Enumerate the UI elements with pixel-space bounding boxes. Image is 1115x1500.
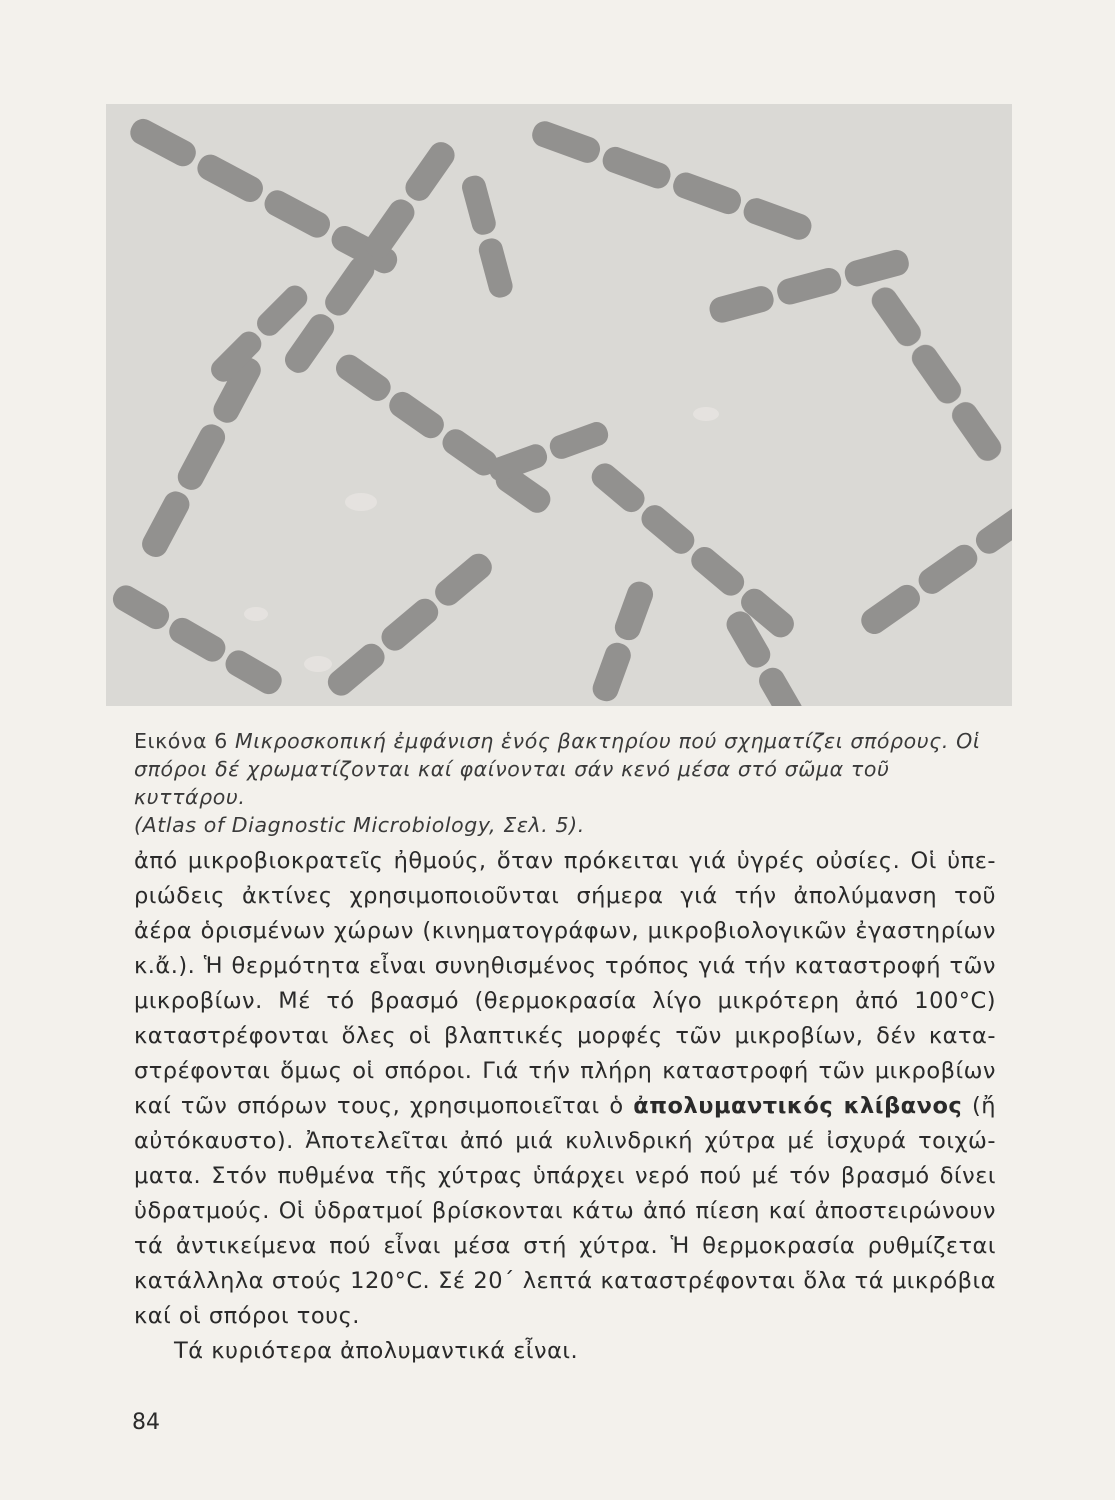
body-line: ὑδρατμούς. Οἱ ὑδρατμοί βρίσκονται κάτω ἀπό πίεση καί ἀποστειρώνουν: [134, 1198, 996, 1224]
page-number: 84: [132, 1410, 160, 1435]
body-paragraph: [134, 844, 996, 1369]
caption-text-1: Μικροσκοπική ἐμφάνιση ἑνός βακτηρίου πού σχηματίζει σπόρους. Οἱ: [234, 729, 981, 753]
body-line: καί οἱ σπόροι τους.: [134, 1303, 360, 1329]
bacteria-micrograph: [106, 104, 1012, 706]
caption-line-3: (Atlas of Diagnostic Microbiology, Σελ. 5).: [134, 813, 585, 837]
body-line: ματα. Στόν πυθμένα τῆς χύτρας ὑπάρχει νερό πού μέ τόν βρασμό δίνει: [134, 1163, 996, 1189]
body-line-8-end: (ἤ: [971, 1093, 996, 1119]
body-final-line: Τά κυριότερα ἀπολυμαντικά εἶναι.: [174, 1338, 579, 1364]
highlighted-term: ἀπολυμαντικός κλίβανος: [633, 1093, 963, 1119]
caption-label: Εικόνα 6: [134, 729, 228, 753]
body-line: στρέφονται ὅμως οἱ σπόροι. Γιά τήν πλήρη καταστροφή τῶν μικροβίων: [134, 1058, 996, 1084]
caption-line-1: [134, 727, 994, 755]
body-line-8-start: καί τῶν σπόρων τους, χρησιμοποιεῖται ὁ: [134, 1093, 624, 1119]
micrograph-illustration: [106, 104, 1012, 706]
caption-line-2: σπόροι δέ χρωματίζονται καί φαίνονται σάν κενό μέσα στό σῶμα τοῦ κυττάρου.: [134, 757, 890, 809]
figure-caption: [134, 727, 994, 839]
body-line: τά ἀντικείμενα πού εἶναι μέσα στή χύτρα. Ἡ θερμοκρασία ρυθμίζεται: [134, 1233, 996, 1259]
body-line: αὐτόκαυστο). Ἀποτελεῖται ἀπό μιά κυλινδρική χύτρα μέ ἰσχυρά τοιχώ-: [134, 1128, 996, 1154]
body-line: κατάλληλα στούς 120°C. Σέ 20΄ λεπτά καταστρέφονται ὅλα τά μικρόβια: [134, 1268, 996, 1294]
body-line: καταστρέφονται ὅλες οἱ βλαπτικές μορφές τῶν μικροβίων, δέν κατα-: [134, 1023, 996, 1049]
body-line: ἀέρα ὁρισμένων χώρων (κινηματογράφων, μικροβιολογικῶν ἐγαστηρίων: [134, 918, 996, 944]
body-line: ριώδεις ἀκτίνες χρησιμοποιοῦνται σήμερα γιά τήν ἀπολύμανση τοῦ: [134, 883, 996, 909]
body-line-with-term: [134, 1089, 996, 1124]
body-line: ἀπό μικροβιοκρατεῖς ἠθμούς, ὅταν πρόκειται γιά ὑγρές οὐσίες. Οἱ ὑπε-: [134, 848, 996, 874]
body-line: κ.ἄ.). Ἡ θερμότητα εἶναι συνηθισμένος τρόπος γιά τήν καταστροφή τῶν: [134, 953, 996, 979]
body-line: μικροβίων. Μέ τό βρασμό (θερμοκρασία λίγο μικρότερη ἀπό 100°C): [134, 988, 996, 1014]
